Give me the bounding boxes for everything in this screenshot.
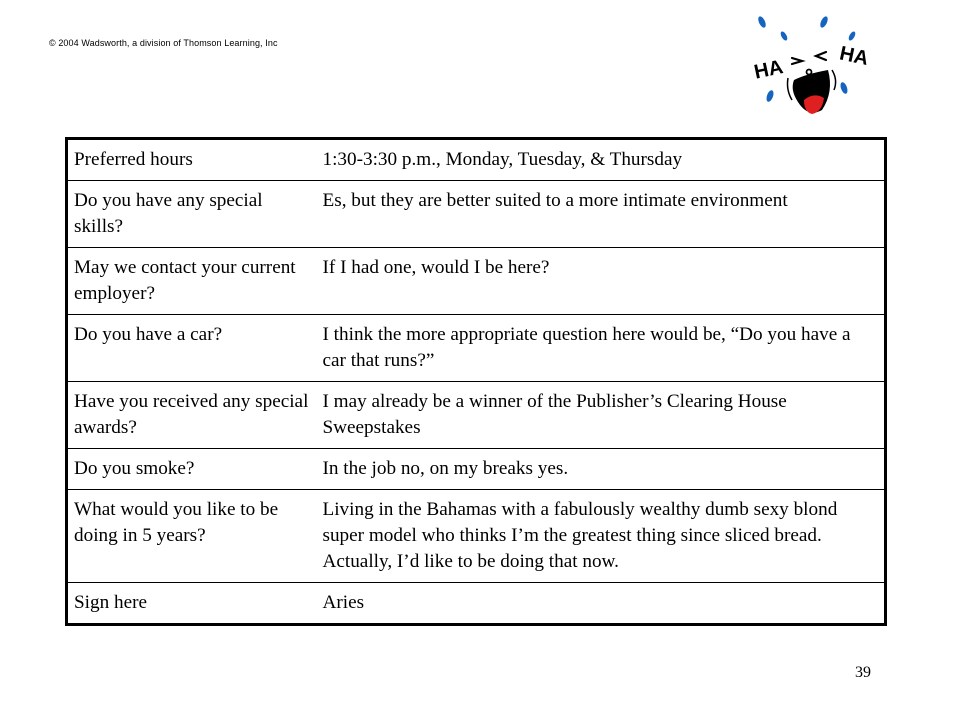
tear-drop-icon [819,15,830,28]
answer-cell: Living in the Bahamas with a fabulously wealthy dumb sexy blond super model who thinks I’m the greatest thing since sliced bread. Actually, I’d like to be doing that now. [315,490,886,583]
question-cell: Do you smoke? [67,449,315,490]
answer-cell: I may already be a winner of the Publisher’s Clearing House Sweepstakes [315,382,886,449]
question-cell: What would you like to be doing in 5 years? [67,490,315,583]
job-application-body [67,139,886,625]
eye-right-icon [816,52,826,60]
table-row [67,181,886,248]
page-number: 39 [855,664,871,681]
table-row [67,139,886,181]
table-row [67,248,886,315]
ha-left-text: HA [752,56,786,84]
table-row [67,583,886,625]
copyright-notice: © 2004 Wadsworth, a division of Thomson Learning, Inc [49,38,278,48]
answer-cell: Es, but they are better suited to a more intimate environment [315,181,886,248]
table-row [67,382,886,449]
tear-drop-icon [847,30,856,41]
answer-cell: Aries [315,583,886,625]
laughing-face-clipart [748,14,870,126]
job-application-table [65,137,887,626]
tear-drop-icon [779,30,788,41]
answer-cell: I think the more appropriate question here would be, “Do you have a car that runs?” [315,315,886,382]
question-cell: May we contact your current employer? [67,248,315,315]
answer-cell: In the job no, on my breaks yes. [315,449,886,490]
question-cell: Have you received any special awards? [67,382,315,449]
tear-drop-icon [839,81,849,94]
table-row [67,490,886,583]
table-row [67,449,886,490]
question-cell: Sign here [67,583,315,625]
answer-cell: 1:30-3:30 p.m., Monday, Tuesday, & Thursday [322,149,683,170]
cheek-line-icon [832,70,836,90]
eye-left-icon [792,58,802,64]
question-cell: Preferred hours [74,149,193,170]
table-row [67,315,886,382]
answer-cell: If I had one, would I be here? [315,248,886,315]
question-cell: Do you have a car? [67,315,315,382]
tongue-icon [804,95,824,114]
tear-drop-icon [765,89,775,102]
nose-icon [807,70,812,75]
cheek-line-icon [788,78,793,100]
tear-drop-icon [757,15,768,28]
question-cell: Do you have any special skills? [67,181,315,248]
ha-right-text: HA [837,42,870,71]
